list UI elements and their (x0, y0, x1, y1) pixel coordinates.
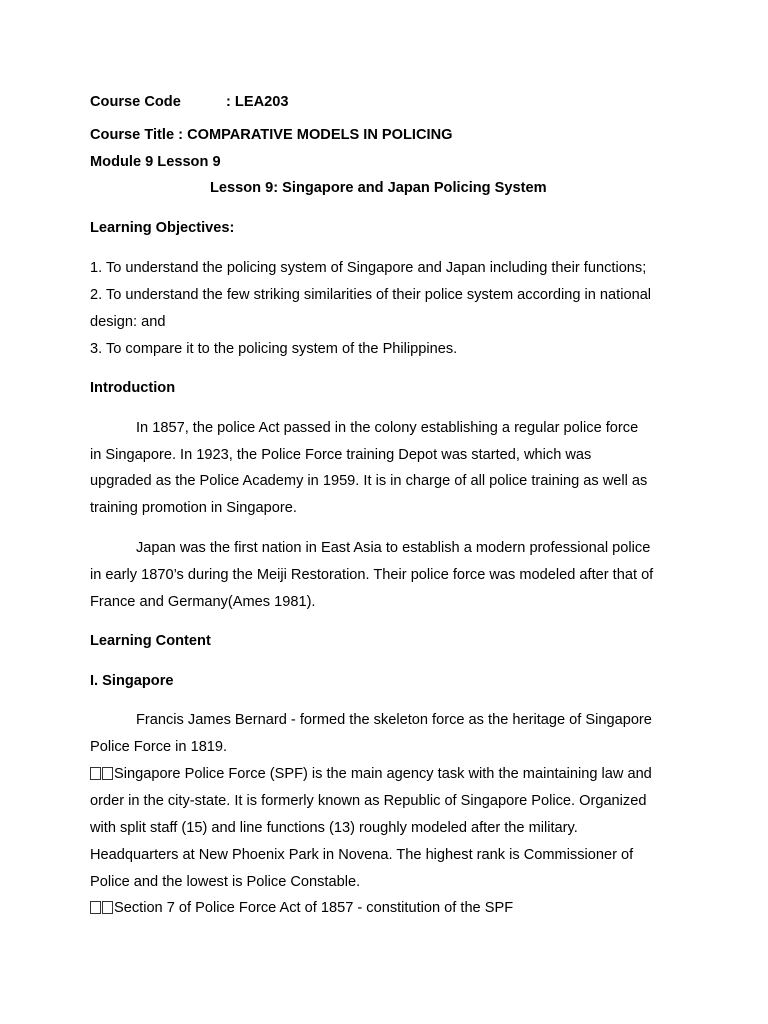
course-title-row (90, 126, 452, 144)
missing-glyph-icon (102, 901, 113, 914)
course-code-label: Course Code (90, 94, 181, 110)
intro-paragraph-line: training promotion in Singapore. (90, 500, 297, 516)
objective-line: 3. To compare it to the policing system of the Philippines. (90, 341, 458, 357)
content-paragraph-line: Police Force in 1819. (90, 739, 228, 755)
content-paragraph-line: Police and the lowest is Police Constable. (90, 874, 361, 890)
bullet-text: Section 7 of Police Force Act of 1857 - constitution of the SPF (114, 900, 514, 916)
module-label: Module 9 Lesson 9 (90, 154, 221, 170)
introduction-heading: Introduction (90, 380, 176, 396)
intro-paragraph-line: in Singapore. In 1923, the Police Force training Depot was started, which was (90, 447, 592, 463)
course-code-row (90, 93, 289, 111)
objective-line: design: and (90, 314, 166, 330)
intro-paragraph-line: upgraded as the Police Academy in 1959. It is in charge of all police training as well as (90, 473, 648, 489)
objectives-heading: Learning Objectives: (90, 220, 235, 236)
objective-line: 1. To understand the policing system of Singapore and Japan including their functions; (90, 260, 647, 276)
section-heading-singapore: I. Singapore (90, 673, 174, 689)
course-code-value: : LEA203 (226, 94, 289, 110)
missing-glyph-icon (90, 767, 101, 780)
course-title-label: Course Title : (90, 127, 183, 143)
intro-paragraph-line: France and Germany(Ames 1981). (90, 594, 316, 610)
intro-paragraph-line: Japan was the first nation in East Asia to establish a modern professional police (136, 540, 651, 556)
content-paragraph-line: Headquarters at New Phoenix Park in Novena. The highest rank is Commissioner of (90, 847, 634, 863)
course-title-value: COMPARATIVE MODELS IN POLICING (187, 127, 453, 143)
objective-line: 2. To understand the few striking similarities of their police system according in national (90, 287, 652, 303)
bullet-text: Singapore Police Force (SPF) is the main agency task with the maintaining law and (114, 766, 652, 782)
content-paragraph-line: with split staff (15) and line functions (13) roughly modeled after the military. (90, 820, 578, 836)
content-paragraph-line (90, 765, 652, 783)
missing-glyph-icon (102, 767, 113, 780)
missing-glyph-icon (90, 901, 101, 914)
content-paragraph-line: order in the city-state. It is formerly known as Republic of Singapore Police. Organized (90, 793, 647, 809)
lesson-title: Lesson 9: Singapore and Japan Policing System (210, 180, 547, 196)
intro-paragraph-line: In 1857, the police Act passed in the colony establishing a regular police force (136, 420, 639, 436)
learning-content-heading: Learning Content (90, 633, 211, 649)
intro-paragraph-line: in early 1870’s during the Meiji Restoration. Their police force was modeled after that of (90, 567, 654, 583)
content-paragraph-line: Francis James Bernard - formed the skeleton force as the heritage of Singapore (136, 712, 652, 728)
content-paragraph-line (90, 899, 513, 917)
